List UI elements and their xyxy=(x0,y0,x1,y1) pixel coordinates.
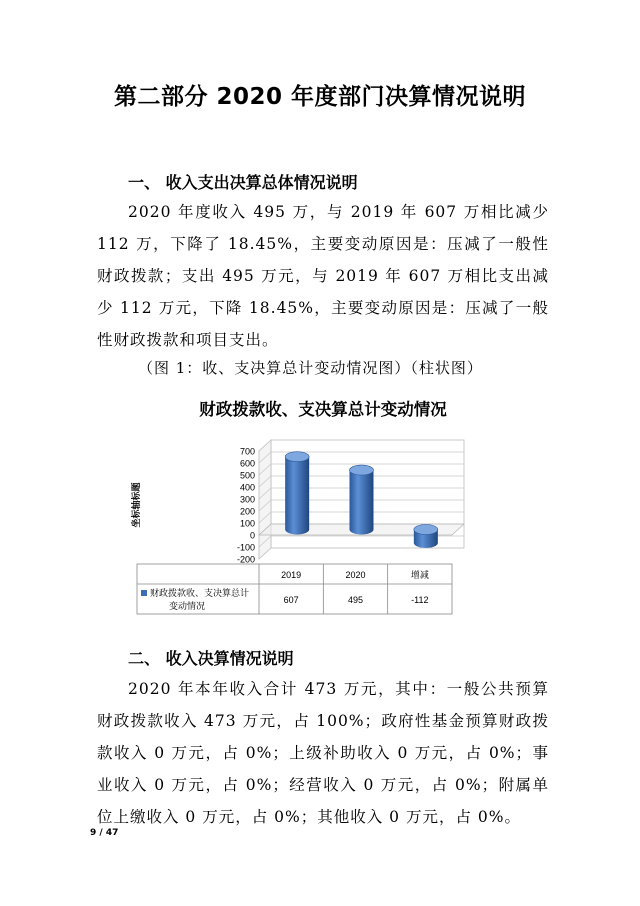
y-tick-label: -200 xyxy=(236,554,255,565)
figure-caption: （图 1：收、支决算总计变动情况图）（柱状图） xyxy=(138,359,483,377)
y-tick-label: -100 xyxy=(236,542,255,553)
x-category-label: 2019 xyxy=(281,570,302,580)
y-tick-label: 600 xyxy=(239,458,255,469)
page-number: 9 / 47 xyxy=(90,828,119,838)
bar xyxy=(285,457,309,535)
bar-top xyxy=(285,452,309,462)
y-tick-label: 200 xyxy=(239,506,255,517)
chart-container xyxy=(97,388,549,618)
x-category-label: 2020 xyxy=(345,570,366,580)
section-heading-2: 二、 收入决算情况说明 xyxy=(128,649,294,668)
x-category-label: 增减 xyxy=(410,570,429,580)
data-label: -112 xyxy=(411,595,429,605)
data-label: 495 xyxy=(347,595,364,605)
bar-chart xyxy=(97,388,549,618)
gridline xyxy=(259,548,464,559)
y-axis-title: 坐标轴标题 xyxy=(131,482,141,528)
legend-label: 变动情况 xyxy=(169,601,206,611)
bar xyxy=(350,470,374,534)
section-heading-1: 一、 收入支出决算总体情况说明 xyxy=(128,173,358,192)
y-tick-label: 400 xyxy=(239,482,255,493)
y-tick-label: 700 xyxy=(239,446,255,457)
y-tick-label: 100 xyxy=(239,518,255,529)
page-title: 第二部分 2020 年度部门决算情况说明 xyxy=(113,84,527,110)
section-paragraph-2: 2020 年本年收入合计 473 万元，其中：一般公共预算财政拨款收入 473 万元，占 100%；政府性基金预算财政拨款收入 0 万元，占 0%；上级补助收入 0 万元，占 0%；事业收入 0 万元，占 0%；经营收入 0 万元，占 0%；附属单位上缴收入 0 万元，占 0%；其他收入 0 万元，占 0%。 xyxy=(97,680,549,826)
y-tick-label: 300 xyxy=(239,494,255,505)
legend-key xyxy=(141,590,147,596)
y-tick-label: 0 xyxy=(249,530,255,541)
bar-top xyxy=(414,525,438,535)
section-paragraph-1: 2020 年度收入 495 万，与 2019 年 607 万相比减少 112 万，下降了 18.45%，主要变动原因是：压减了一般性财政拨款；支出 495 万元，与 2019 年 607 万相比支出减少 112 万元，下降 18.45%，主要变动原因是：压减了一般性财政拨款和项目支出。 xyxy=(97,203,549,349)
data-label: 607 xyxy=(283,595,299,605)
chart-title: 财政拨款收、支决算总计变动情况 xyxy=(199,400,447,419)
y-tick-label: 500 xyxy=(239,470,255,481)
bar-top xyxy=(350,465,374,475)
legend-label: 财政拨款收、支决算总计 xyxy=(150,588,250,598)
